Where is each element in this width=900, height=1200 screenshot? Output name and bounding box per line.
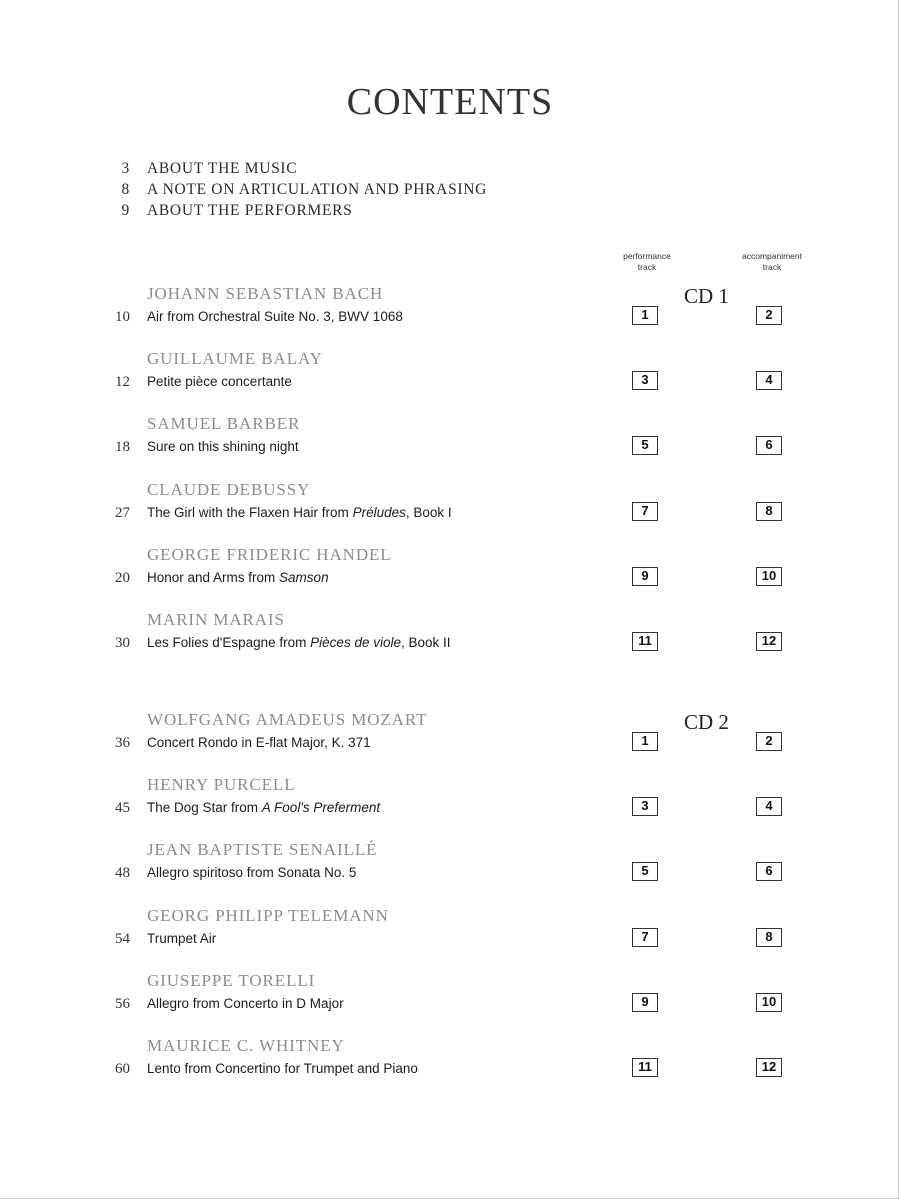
performance-track-number: 5 bbox=[632, 862, 658, 881]
work-title-text: Honor and Arms from bbox=[147, 569, 280, 585]
header-line: track bbox=[762, 262, 782, 272]
page-number: 20 bbox=[115, 569, 130, 586]
composer-name: MAURICE C. WHITNEY bbox=[147, 1036, 345, 1055]
work-title bbox=[147, 570, 329, 585]
accompaniment-track-number: 6 bbox=[756, 862, 782, 881]
performance-track-number: 3 bbox=[632, 797, 658, 816]
composer-name: GEORGE FRIDERIC HANDEL bbox=[147, 544, 392, 564]
page-number: 8 bbox=[121, 181, 130, 198]
accompaniment-track-number: 12 bbox=[756, 1058, 782, 1077]
work-title bbox=[147, 635, 451, 650]
work-title bbox=[147, 439, 299, 454]
contents-entry bbox=[0, 610, 900, 654]
work-title-text: Air from Orchestral Suite No. 3, BWV 1068 bbox=[147, 309, 403, 324]
page-number: 3 bbox=[121, 160, 130, 177]
work-title-text: Allegro spiritoso from Sonata No. 5 bbox=[147, 865, 357, 881]
performance-track-number: 9 bbox=[632, 993, 658, 1012]
work-title bbox=[147, 374, 292, 389]
work-title bbox=[147, 931, 216, 946]
page-number: 9 bbox=[121, 202, 130, 219]
contents-entry bbox=[0, 284, 900, 328]
work-title-italic: A Fool's Preferment bbox=[261, 800, 381, 816]
performance-track-number: 3 bbox=[632, 371, 658, 390]
page-number: 36 bbox=[115, 735, 130, 751]
front-matter-title: ABOUT THE MUSIC bbox=[147, 160, 298, 177]
accompaniment-track-number: 6 bbox=[756, 436, 782, 455]
work-title-text: Lento from Concertino for Trumpet and Piano bbox=[147, 1061, 418, 1076]
header-line: performance bbox=[623, 251, 671, 261]
page-number: 60 bbox=[115, 1061, 130, 1077]
accompaniment-track-number: 2 bbox=[756, 306, 782, 325]
accompaniment-track-number: 12 bbox=[756, 632, 782, 651]
accompaniment-track-number: 10 bbox=[756, 993, 782, 1012]
work-title-suffix: , Book II bbox=[400, 635, 451, 650]
page-number: 10 bbox=[115, 309, 130, 325]
composer-name: GEORG PHILIPP TELEMANN bbox=[147, 905, 389, 925]
contents-entry bbox=[0, 710, 900, 754]
accompaniment-track-number: 8 bbox=[756, 928, 782, 947]
performance-track-number: 1 bbox=[632, 306, 658, 325]
contents-entry bbox=[0, 1036, 900, 1080]
composer-name: MARIN MARAIS bbox=[147, 610, 285, 629]
contents-entry bbox=[0, 414, 900, 458]
work-title-text: Allegro from Concerto in D Major bbox=[147, 995, 344, 1011]
work-title bbox=[147, 505, 452, 520]
page-number: 48 bbox=[115, 865, 130, 882]
contents-entry bbox=[0, 480, 900, 524]
performance-track-number: 5 bbox=[632, 436, 658, 455]
work-title-text: The Dog Star from bbox=[147, 800, 262, 816]
page-number: 12 bbox=[115, 374, 130, 391]
work-title-text: Trumpet Air bbox=[147, 930, 217, 946]
performance-track-number: 11 bbox=[632, 1058, 658, 1077]
performance-track-header bbox=[592, 251, 702, 273]
work-title-text: The Girl with the Flaxen Hair from bbox=[147, 504, 353, 520]
page-number: 45 bbox=[115, 800, 130, 817]
composer-name: JOHANN SEBASTIAN BACH bbox=[147, 284, 384, 303]
composer-name: HENRY PURCELL bbox=[147, 775, 296, 795]
cd2-label: CD 2 bbox=[684, 710, 729, 734]
work-title-italic: Préludes bbox=[352, 504, 406, 520]
work-title-text: Les Folies d'Espagne from bbox=[147, 635, 311, 650]
page-number: 54 bbox=[115, 930, 130, 947]
page-number: 56 bbox=[115, 995, 130, 1012]
header-line: accompaniment bbox=[741, 251, 802, 261]
contents-entry bbox=[0, 971, 900, 1015]
page-number: 27 bbox=[115, 504, 130, 521]
work-title-italic: Samson bbox=[279, 569, 329, 585]
work-title bbox=[147, 1061, 418, 1076]
page-number: 18 bbox=[115, 439, 130, 456]
cd1-label: CD 1 bbox=[684, 284, 729, 308]
composer-name: GUILLAUME BALAY bbox=[147, 349, 323, 369]
accompaniment-track-number: 4 bbox=[756, 797, 782, 816]
work-title bbox=[147, 865, 356, 880]
performance-track-number: 7 bbox=[632, 502, 658, 521]
performance-track-number: 7 bbox=[632, 928, 658, 947]
contents-entry bbox=[0, 349, 900, 393]
work-title-text: Petite pièce concertante bbox=[147, 374, 292, 390]
work-title-text: Concert Rondo in E-flat Major, K. 371 bbox=[147, 735, 371, 750]
work-title-suffix: , Book I bbox=[405, 504, 452, 520]
work-title bbox=[147, 735, 371, 750]
performance-track-number: 1 bbox=[632, 732, 658, 751]
composer-name: WOLFGANG AMADEUS MOZART bbox=[147, 710, 428, 729]
accompaniment-track-number: 4 bbox=[756, 371, 782, 390]
performance-track-number: 9 bbox=[632, 567, 658, 586]
composer-name: GIUSEPPE TORELLI bbox=[147, 970, 316, 990]
front-matter-title: A NOTE ON ARTICULATION AND PHRASING bbox=[147, 181, 488, 198]
work-title bbox=[147, 309, 403, 324]
work-title-italic: Pièces de viole bbox=[310, 635, 401, 650]
accompaniment-track-header bbox=[717, 251, 827, 273]
accompaniment-track-number: 8 bbox=[756, 502, 782, 521]
contents-entry bbox=[0, 545, 900, 589]
performance-track-number: 11 bbox=[632, 632, 658, 651]
page-number: 30 bbox=[115, 635, 130, 651]
contents-entry bbox=[0, 906, 900, 950]
header-line: track bbox=[637, 262, 657, 272]
accompaniment-track-number: 2 bbox=[756, 732, 782, 751]
composer-name: CLAUDE DEBUSSY bbox=[147, 479, 311, 499]
composer-name: JEAN BAPTISTE SENAILLÉ bbox=[147, 840, 378, 860]
work-title-text: Sure on this shining night bbox=[147, 439, 299, 455]
contents-entry bbox=[0, 840, 900, 884]
composer-name: SAMUEL BARBER bbox=[147, 414, 301, 434]
contents-entry bbox=[0, 775, 900, 819]
front-matter-title: ABOUT THE PERFORMERS bbox=[147, 202, 353, 219]
work-title bbox=[147, 800, 380, 815]
work-title bbox=[147, 996, 344, 1011]
page-title: CONTENTS bbox=[346, 81, 554, 123]
accompaniment-track-number: 10 bbox=[756, 567, 782, 586]
